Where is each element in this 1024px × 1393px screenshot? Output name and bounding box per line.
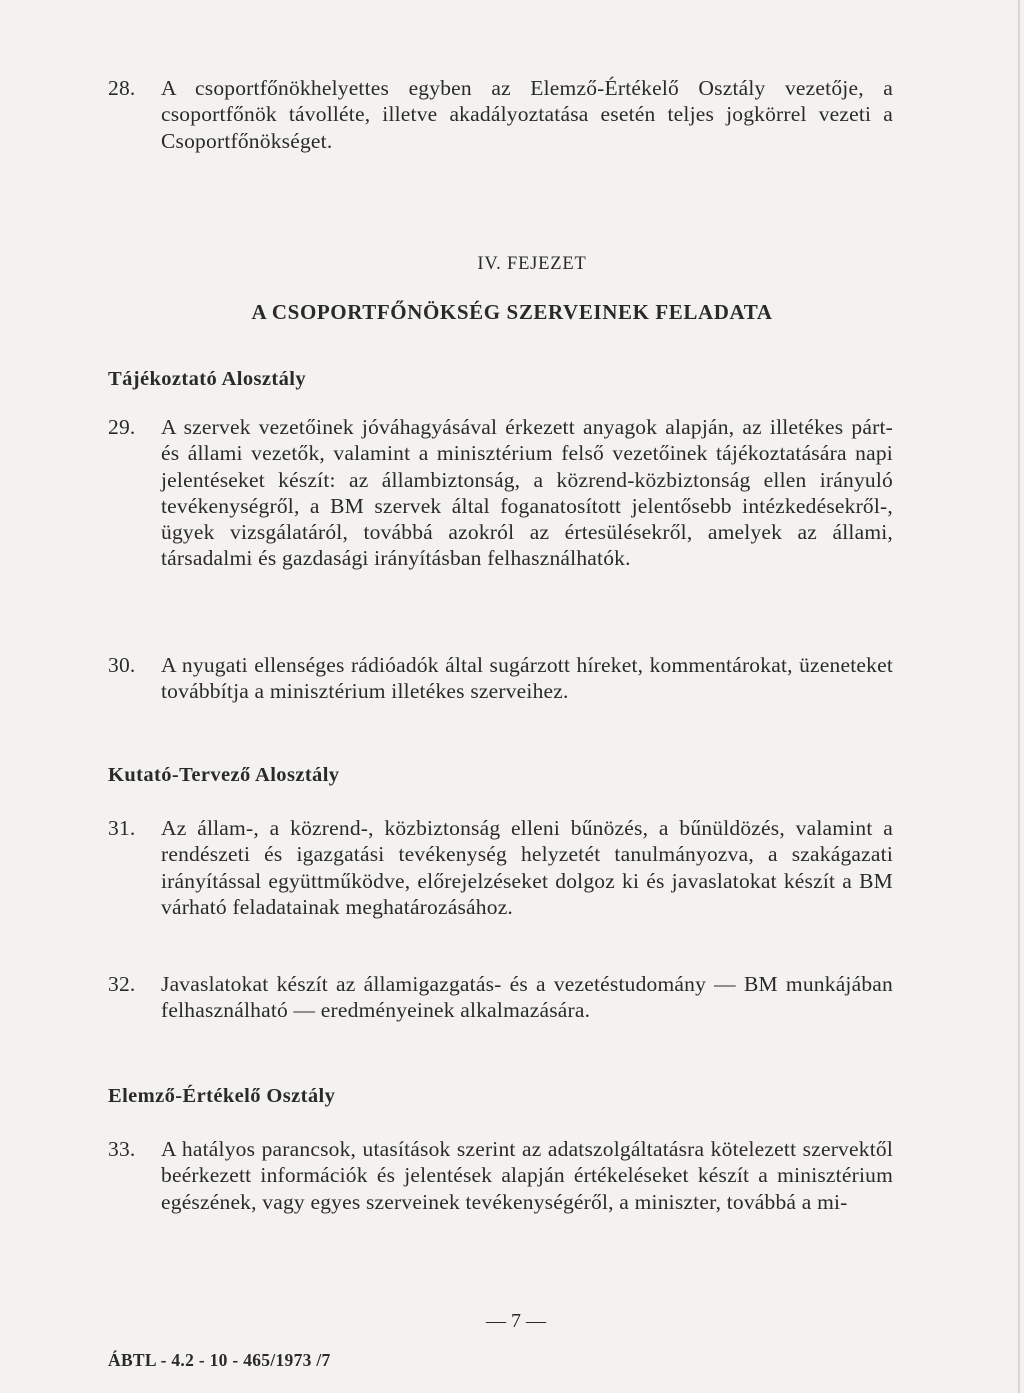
paragraph-text: A nyugati ellenséges rádióadók által sugárzott híreket, kommentárokat, üzeneteket továbbítja a minisztérium illetékes szerveihez. [161,653,893,704]
section-heading-kutato: Kutató-Tervező Alosztály [108,764,340,786]
paragraph-31 [108,815,893,920]
paragraph-text: Az állam-, a közrend-, közbiztonság elleni bűnözés, a bűnüldözés, valamint a rendészeti és igazgatási tevékenység helyzetét tanulmányozva, a szakágazati irányítással együttműködve, előrejelzéseket dolgoz ki és javaslatokat készít a BM várható feladatainak meghatározásához. [161,816,893,919]
paragraph-number: 29. [108,415,136,439]
chapter-title: A CSOPORTFŐNÖKSÉG SZERVEINEK FELADATA [251,300,773,324]
section-heading-tajekoztato: Tájékoztató Alosztály [108,368,306,390]
section-heading-elemzo: Elemző-Értékelő Osztály [108,1085,336,1107]
paragraph-number: 28. [108,76,136,100]
paragraph-30 [108,652,893,705]
paragraph-text: A hatályos parancsok, utasítások szerint az adatszolgáltatásra kötelezett szervektől beérkezett információk és jelentések alapján értékeléseket készít a minisztérium egészének, vagy egyes szerveinek tevékenységéről, a miniszter, továbbá a mi- [161,1137,893,1214]
paragraph-text: A szervek vezetőinek jóváhagyásával érkezett anyagok alapján, az illetékes párt- és állami vezetők, valamint a minisztérium felső vezetőinek tájékoztatására napi jelentéseket készít: az állambiztonság, a közrend-közbiztonság ellen irányuló tevékenységről, a BM szervek által foganatosított jelentősebb intézkedésekről-, ügyek vizsgálatáról, továbbá azokról az értesülésekről, amelyek az állami, társadalmi és gazdasági irányításban felhasználhatók. [161,415,893,571]
paragraph-32 [108,971,893,1024]
paragraph-number: 33. [108,1137,136,1161]
paragraph-28 [108,75,893,154]
paragraph-text: Javaslatokat készít az államigazgatás- és a vezetéstudomány — BM munkájában felhasználható — eredményeinek alkalmazására. [161,972,893,1023]
paragraph-number: 32. [108,972,136,996]
paragraph-text: A csoportfőnökhelyettes egyben az Elemző-Értékelő Osztály vezetője, a csoportfőnök távolléte, illetve akadályoztatása esetén teljes jogkörrel vezeti a Csoportfőnökséget. [161,76,893,153]
paragraph-33 [108,1136,893,1215]
page-number: — 7 — [486,1310,546,1332]
paragraph-number: 30. [108,653,136,677]
archive-reference: ÁBTL - 4.2 - 10 - 465/1973 /7 [108,1350,331,1370]
chapter-label: IV. FEJEZET [477,254,587,274]
paragraph-number: 31. [108,816,136,840]
paragraph-29 [108,414,893,572]
page-edge-divider [1018,0,1020,1393]
